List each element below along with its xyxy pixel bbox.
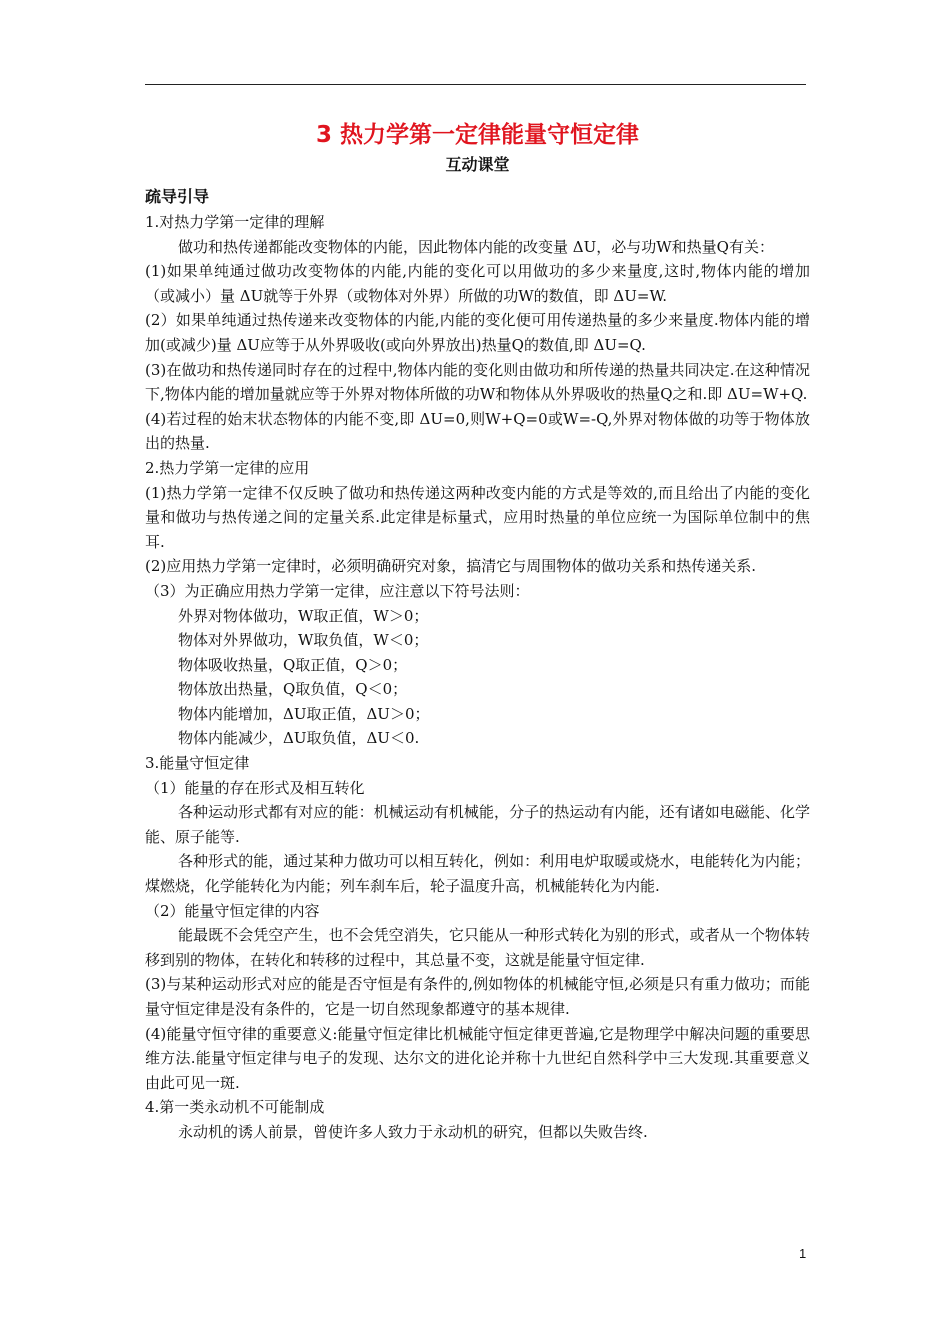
paragraph: 做功和热传递都能改变物体的内能，因此物体内能的改变量 ΔU，必与功W和热量Q有关：: [178, 237, 774, 256]
heading-1: 1.对热力学第一定律的理解: [145, 213, 325, 231]
header-rule: [145, 84, 806, 85]
paragraph: （2）能量守恒定律的内容: [145, 901, 320, 920]
heading-3: 3.能量守恒定律: [145, 754, 250, 773]
paragraph: 各种运动形式都有对应的能：机械运动有机械能，分子的热运动有内能，还有诸如电磁能、化学能、原子能等.: [145, 803, 810, 846]
paragraph: (2)应用热力学第一定律时，必须明确研究对象，搞清它与周围物体的做功关系和热传递关系.: [145, 557, 757, 576]
sign-rule: 物体吸收热量，Q取正值，Q＞0；: [178, 655, 408, 674]
paragraph: (2）如果单纯通过热传递来改变物体的内能,内能的变化便可用传递热量的多少来量度.物体内能的增加(或减少)量 ΔU应等于从外界吸收(或向外界放出)热量Q的数值,即 ΔU=Q.: [145, 311, 810, 354]
section-heading: 疏导引导: [145, 187, 210, 206]
document-body: [145, 118, 810, 1145]
paragraph: (3)与某种运动形式对应的能是否守恒是有条件的,例如物体的机械能守恒,必须是只有重力做功；而能量守恒定律是没有条件的，它是一切自然现象都遵守的基本规律.: [145, 975, 810, 1018]
paragraph: (3)在做功和热传递同时存在的过程中,物体内能的变化则由做功和所传递的热量共同决定.在这种情况下,物体内能的增加量就应等于外界对物体所做的功W和物体从外界吸收的热量Q之和.即 ΔU=W+Q.: [145, 360, 810, 404]
heading-2: 2.热力学第一定律的应用: [145, 458, 310, 477]
paragraph: （3）为正确应用热力学第一定律，应注意以下符号法则：: [145, 581, 530, 600]
paragraph: (1)如果单纯通过做功改变物体的内能,内能的变化可以用做功的多少来量度,这时,物体内能的增加（或减小）量 ΔU就等于外界（或物体对外界）所做的功W的数值，即 ΔU=W.: [145, 262, 810, 305]
page-title: 3 热力学第一定律能量守恒定律: [315, 122, 639, 148]
heading-4: 4.第一类永动机不可能制成: [145, 1098, 325, 1117]
sign-rule: 物体放出热量，Q取负值，Q＜0；: [178, 680, 408, 699]
paragraph: 各种形式的能，通过某种力做功可以相互转化，例如：利用电炉取暖或烧水，电能转化为内能；煤燃烧，化学能转化为内能；列车刹车后，轮子温度升高，机械能转化为内能.: [145, 852, 810, 896]
paragraph: （1）能量的存在形式及相互转化: [145, 778, 365, 797]
sign-rule: 外界对物体做功，W取正值，W＞0；: [178, 606, 429, 625]
paragraph: (1)热力学第一定律不仅反映了做功和热传递这两种改变内能的方式是等效的,而且给出了内能的变化量和做功与热传递之间的定量关系.此定律是标量式，应用时热量的单位应统一为国际单位制中的焦耳.: [145, 483, 810, 551]
paragraph: 永动机的诱人前景，曾使许多人致力于永动机的研究，但都以失败告终.: [178, 1122, 648, 1141]
paragraph: 能最既不会凭空产生，也不会凭空消失，它只能从一种形式转化为别的形式，或者从一个物体转移到别的物体，在转化和转移的过程中，其总量不变，这就是能量守恒定律.: [145, 926, 810, 969]
sign-rule: 物体内能减少，ΔU取负值，ΔU＜0.: [178, 729, 420, 748]
sign-rule: 物体对外界做功，W取负值，W＜0；: [178, 631, 429, 650]
sign-rule: 物体内能增加，ΔU取正值，ΔU＞0；: [178, 704, 430, 723]
page-subtitle: 互动课堂: [445, 155, 510, 174]
page-number: 1: [799, 1246, 807, 1261]
paragraph: (4)能量守恒守律的重要意义:能量守恒定律比机械能守恒定律更普遍,它是物理学中解决问题的重要思维方法.能量守恒定律与电子的发现、达尔文的进化论并称十九世纪自然科学中三大发现.其重要意义由此可见一斑.: [145, 1024, 810, 1092]
paragraph: (4)若过程的始末状态物体的内能不变,即 ΔU=0,则W+Q=0或W=-Q,外界对物体做的功等于物体放出的热量.: [145, 409, 810, 453]
